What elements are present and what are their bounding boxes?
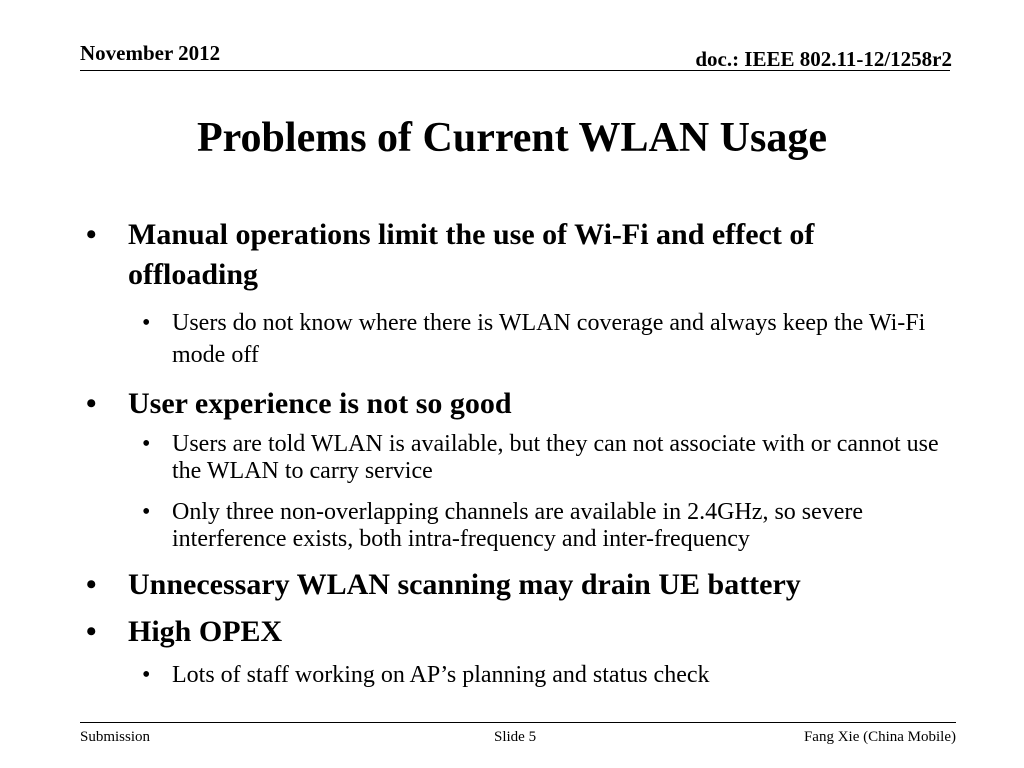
bullet-text: Manual operations limit the use of Wi-Fi and effect of offloading — [128, 218, 815, 291]
sub-bullet-item — [80, 431, 950, 485]
sub-bullet-text: Users do not know where there is WLAN coverage and always keep the Wi-Fi mode off — [172, 310, 926, 368]
footer-author: Fang Xie (China Mobile) — [803, 729, 956, 745]
bullet-item — [80, 612, 950, 652]
bullet-item — [80, 565, 950, 605]
header-doc-id: doc.: IEEE 802.11-12/1258r2 — [695, 47, 952, 71]
footer-submission: Submission — [80, 729, 151, 745]
bullet-icon: • — [86, 218, 97, 251]
sub-bullet-item — [80, 499, 950, 553]
bullet-item — [80, 384, 950, 424]
footer-slide-number: Slide 5 — [494, 729, 537, 745]
sub-bullet-text: Only three non-overlapping channels are available in 2.4GHz, so severe interference exists, both intra-frequency and inter-frequency — [172, 499, 864, 552]
sub-bullet-icon: • — [142, 310, 151, 336]
slide-body — [80, 210, 950, 689]
bullet-icon: • — [86, 568, 97, 601]
sub-bullet-icon: • — [142, 499, 151, 525]
bullet-text: User experience is not so good — [128, 387, 512, 420]
sub-bullet-icon: • — [142, 662, 151, 688]
bullet-item — [80, 215, 950, 295]
sub-bullet-text: Lots of staff working on AP’s planning and status check — [172, 662, 710, 688]
slide-title: Problems of Current WLAN Usage — [197, 115, 827, 161]
bullet-icon: • — [86, 387, 97, 420]
bullet-icon: • — [86, 615, 97, 648]
sub-bullet-text: Users are told WLAN is available, but they can not associate with or cannot use the WLAN to carry service — [172, 431, 939, 484]
sub-bullet-item — [80, 307, 950, 371]
footer-divider — [80, 722, 956, 723]
bullet-text: High OPEX — [128, 615, 283, 648]
bullet-text: Unnecessary WLAN scanning may drain UE battery — [128, 568, 801, 601]
sub-bullet-icon: • — [142, 431, 151, 457]
header-divider — [80, 70, 950, 71]
header-date: November 2012 — [80, 41, 221, 65]
sub-bullet-item — [80, 662, 950, 689]
